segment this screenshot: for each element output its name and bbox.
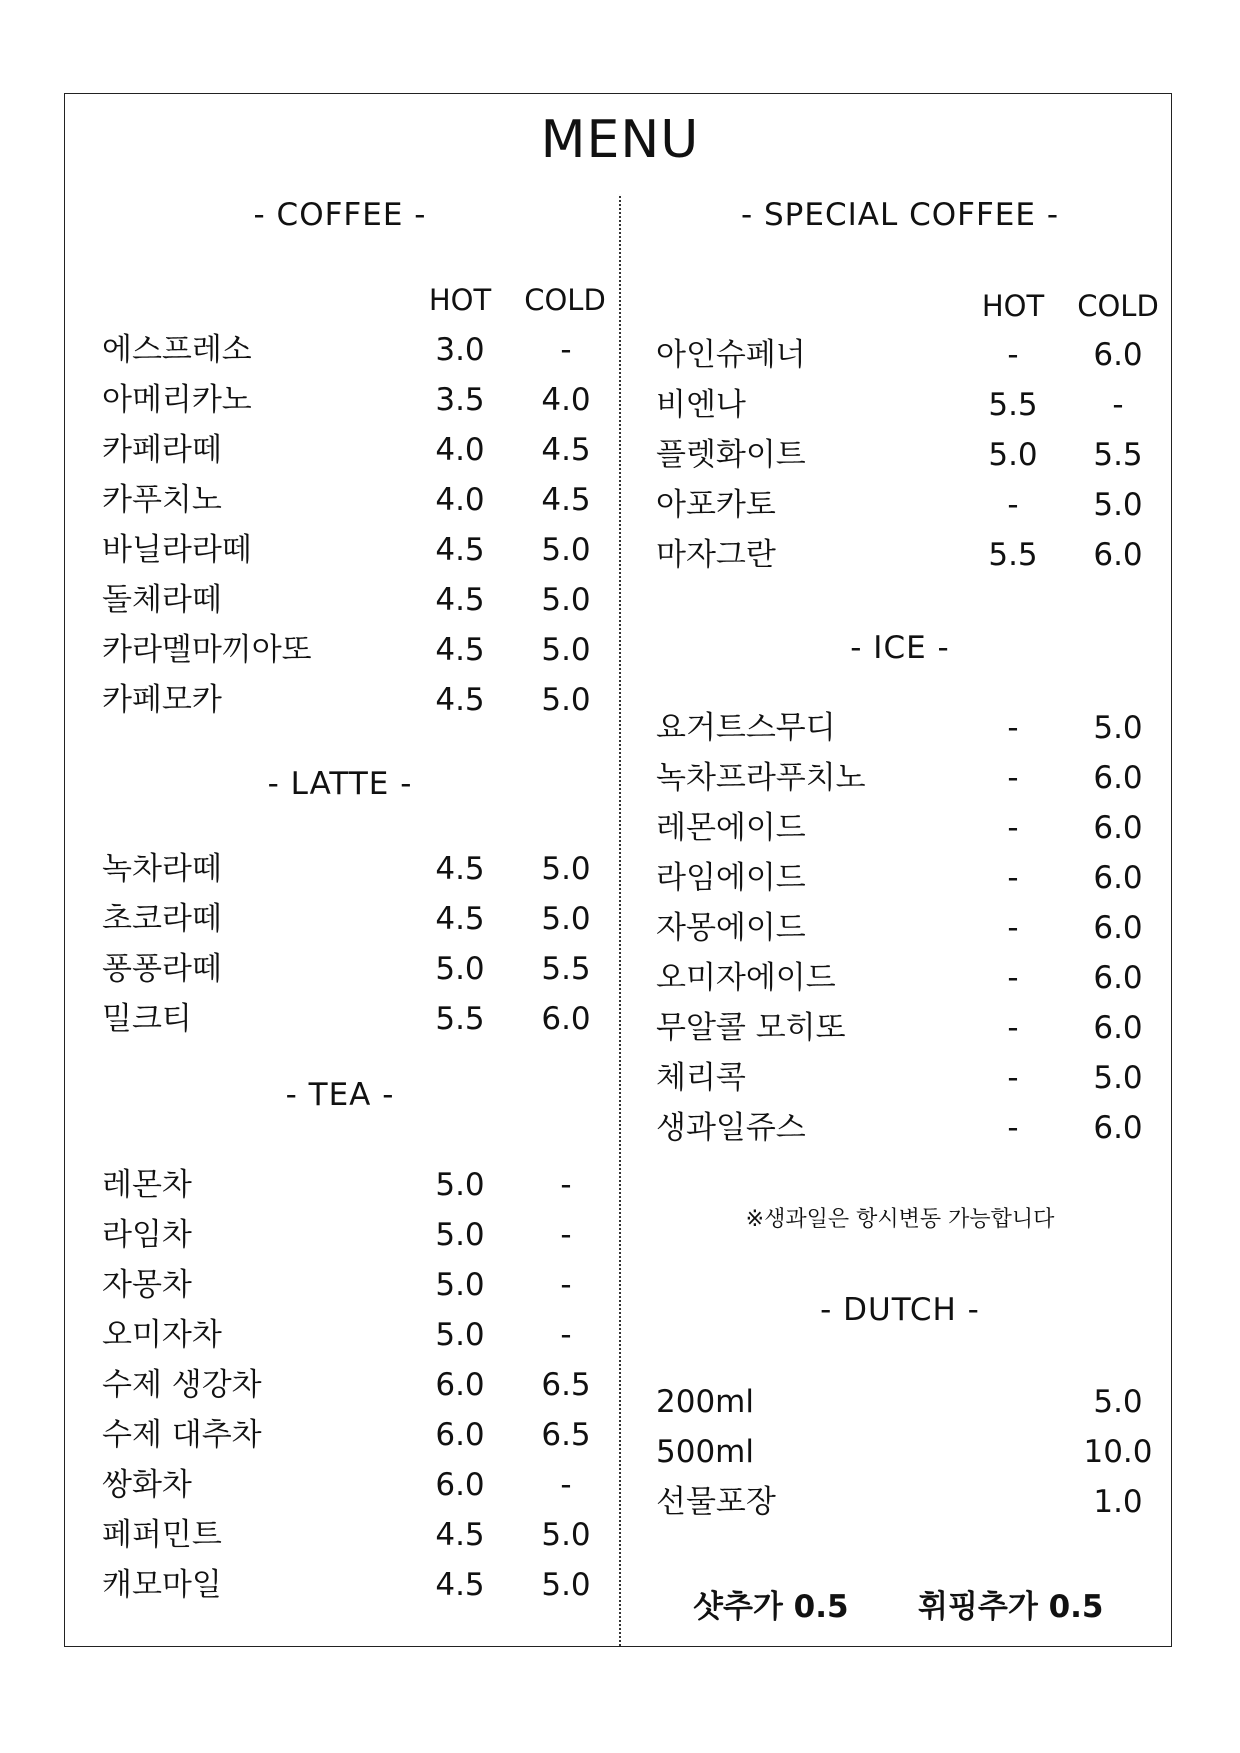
item-name: 마자그란 (656, 537, 776, 573)
item-name: 카페모카 (102, 682, 222, 718)
menu-row (656, 808, 1171, 848)
item-price-cold: 4.5 (541, 482, 591, 518)
item-price-cold: - (1112, 387, 1124, 423)
item-price-hot: 4.5 (435, 532, 485, 568)
menu-row (656, 385, 1171, 425)
item-price-hot: 6.0 (435, 1367, 485, 1403)
item-name: 돌체라떼 (102, 582, 222, 618)
item-price-cold: - (560, 1217, 572, 1253)
item-price-cold: 5.0 (1093, 487, 1143, 523)
item-price-hot: - (1007, 760, 1019, 796)
item-price-hot: 4.5 (435, 682, 485, 718)
item-price-hot: 5.5 (988, 537, 1038, 573)
item-price-cold: 6.5 (541, 1417, 591, 1453)
item-price-hot: 5.5 (988, 387, 1038, 423)
item-price-cold: 5.0 (541, 1567, 591, 1603)
item-name: 바닐라라떼 (102, 532, 252, 568)
menu-row (656, 958, 1171, 998)
menu-row (102, 1415, 622, 1455)
item-name: 캐모마일 (102, 1567, 222, 1603)
menu-row (656, 908, 1171, 948)
item-price-cold: - (560, 1267, 572, 1303)
item-price-hot: 4.0 (435, 482, 485, 518)
menu-row (656, 435, 1171, 475)
menu-row (102, 949, 622, 989)
item-price-cold: 5.0 (1093, 1060, 1143, 1096)
item-name: 밀크티 (102, 1001, 192, 1037)
menu-row (102, 1265, 622, 1305)
item-price-cold: 6.0 (1093, 960, 1143, 996)
ice-heading: - ICE - (850, 630, 950, 666)
item-name: 자몽에이드 (656, 910, 806, 946)
menu-row (656, 485, 1171, 525)
item-price-hot: 4.5 (435, 1567, 485, 1603)
item-price-hot: - (1007, 810, 1019, 846)
item-price-hot: - (1007, 960, 1019, 996)
special-cold-label: COLD (1077, 289, 1159, 323)
item-price-hot: 6.0 (435, 1417, 485, 1453)
item-price-cold: - (560, 1467, 572, 1503)
item-price-hot: 5.0 (435, 1267, 485, 1303)
item-price-cold: 6.5 (541, 1367, 591, 1403)
item-price-cold: 6.0 (1093, 337, 1143, 373)
menu-row (656, 758, 1171, 798)
menu-row (102, 1515, 622, 1555)
menu-row (656, 1432, 1171, 1472)
item-name: 라임에이드 (656, 860, 806, 896)
menu-title: MENU (540, 110, 700, 170)
item-price-hot: 5.0 (988, 437, 1038, 473)
menu-row (656, 708, 1171, 748)
item-name: 체리콕 (656, 1060, 746, 1096)
item-price-hot: 4.5 (435, 1517, 485, 1553)
menu-row (102, 999, 622, 1039)
item-price-cold: - (560, 1317, 572, 1353)
item-price-hot: 4.5 (435, 901, 485, 937)
menu-row (102, 680, 622, 720)
item-price-hot: 5.0 (435, 1317, 485, 1353)
item-price-price: 5.0 (1093, 1384, 1143, 1420)
item-name: 비엔나 (656, 387, 746, 423)
menu-row (656, 1482, 1171, 1522)
item-name: 녹차프라푸치노 (656, 760, 866, 796)
item-name: 오미자에이드 (656, 960, 836, 996)
item-price-hot: - (1007, 1010, 1019, 1046)
menu-row (656, 535, 1171, 575)
item-name: 생과일쥬스 (656, 1110, 806, 1146)
item-price-cold: 5.0 (1093, 710, 1143, 746)
item-price-cold: 6.0 (1093, 537, 1143, 573)
coffee-heading: - COFFEE - (253, 197, 427, 233)
special-coffee-heading: - SPECIAL COFFEE - (740, 197, 1060, 233)
item-price-cold: 6.0 (1093, 1110, 1143, 1146)
item-price-hot: - (1007, 910, 1019, 946)
menu-row (656, 335, 1171, 375)
menu-row (102, 530, 622, 570)
item-price-price: 1.0 (1093, 1484, 1143, 1520)
item-price-cold: 6.0 (1093, 760, 1143, 796)
menu-row (102, 899, 622, 939)
item-name: 퐁퐁라떼 (102, 951, 222, 987)
menu-row (102, 380, 622, 420)
item-price-cold: 6.0 (1093, 860, 1143, 896)
item-name: 카푸치노 (102, 482, 222, 518)
item-price-hot: - (1007, 860, 1019, 896)
special-hot-label: HOT (981, 289, 1045, 323)
fruit-price-note: ※생과일은 항시변동 가능합니다 (745, 1207, 1055, 1232)
shot-extra: 샷추가 0.5 (693, 1589, 849, 1625)
menu-row (656, 1382, 1171, 1422)
item-name: 라임차 (102, 1217, 192, 1253)
item-name: 페퍼민트 (102, 1517, 222, 1553)
item-price-cold: 5.5 (1093, 437, 1143, 473)
item-price-cold: 5.0 (541, 1517, 591, 1553)
menu-row (656, 1108, 1171, 1148)
tea-heading: - TEA - (285, 1077, 395, 1113)
item-price-hot: 5.5 (435, 1001, 485, 1037)
item-price-cold: 5.0 (541, 532, 591, 568)
menu-row (102, 1365, 622, 1405)
item-price-hot: 4.5 (435, 851, 485, 887)
item-price-cold: 4.0 (541, 382, 591, 418)
item-price-cold: 4.5 (541, 432, 591, 468)
item-price-hot: 6.0 (435, 1467, 485, 1503)
coffee-hot-label: HOT (428, 283, 492, 317)
item-price-cold: 5.0 (541, 582, 591, 618)
menu-row (656, 1058, 1171, 1098)
item-name: 레몬에이드 (656, 810, 806, 846)
item-price-hot: 4.0 (435, 432, 485, 468)
item-price-hot: - (1007, 487, 1019, 523)
item-price-cold: 5.0 (541, 851, 591, 887)
menu-row (102, 580, 622, 620)
item-name: 자몽차 (102, 1267, 192, 1303)
menu-row (102, 1165, 622, 1205)
item-name: 카라멜마끼아또 (102, 632, 312, 668)
item-price-hot: 5.0 (435, 951, 485, 987)
item-price-cold: 5.0 (541, 901, 591, 937)
item-price-price: 10.0 (1083, 1434, 1153, 1470)
item-price-cold: - (560, 332, 572, 368)
item-name: 아인슈페너 (656, 337, 806, 373)
menu-row (102, 330, 622, 370)
item-price-hot: 3.5 (435, 382, 485, 418)
item-price-hot: - (1007, 710, 1019, 746)
menu-row (102, 1565, 622, 1605)
item-name: 오미자차 (102, 1317, 222, 1353)
menu-row (102, 849, 622, 889)
menu-row (656, 858, 1171, 898)
item-name: 요거트스무디 (656, 710, 836, 746)
item-price-cold: - (560, 1167, 572, 1203)
coffee-cold-label: COLD (524, 283, 606, 317)
menu-row (102, 1315, 622, 1355)
item-name: 수제 생강차 (102, 1367, 262, 1403)
item-name: 아포카토 (656, 487, 776, 523)
item-price-cold: 6.0 (1093, 810, 1143, 846)
item-name: 아메리카노 (102, 382, 252, 418)
dutch-heading: - DUTCH - (820, 1292, 980, 1328)
item-name: 녹차라떼 (102, 851, 222, 887)
item-price-hot: 4.5 (435, 632, 485, 668)
item-name: 레몬차 (102, 1167, 192, 1203)
menu-row (102, 480, 622, 520)
item-price-cold: 6.0 (1093, 910, 1143, 946)
item-name: 수제 대추차 (102, 1417, 262, 1453)
menu-row (102, 630, 622, 670)
item-name: 200ml (656, 1384, 754, 1420)
item-name: 선물포장 (656, 1484, 776, 1520)
menu-row (102, 430, 622, 470)
item-name: 500ml (656, 1434, 754, 1470)
item-price-hot: - (1007, 337, 1019, 373)
item-price-hot: 4.5 (435, 582, 485, 618)
item-name: 초코라떼 (102, 901, 222, 937)
item-price-hot: 3.0 (435, 332, 485, 368)
menu-row (102, 1465, 622, 1505)
menu-row (102, 1215, 622, 1255)
item-price-hot: 5.0 (435, 1167, 485, 1203)
item-name: 카페라떼 (102, 432, 222, 468)
item-price-cold: 5.5 (541, 951, 591, 987)
item-name: 플렛화이트 (656, 437, 806, 473)
item-name: 에스프레소 (102, 332, 252, 368)
menu-row (656, 1008, 1171, 1048)
item-price-hot: 5.0 (435, 1217, 485, 1253)
latte-heading: - LATTE - (267, 766, 413, 802)
item-price-cold: 6.0 (1093, 1010, 1143, 1046)
item-price-hot: - (1007, 1060, 1019, 1096)
item-price-cold: 5.0 (541, 682, 591, 718)
item-price-hot: - (1007, 1110, 1019, 1146)
item-price-cold: 5.0 (541, 632, 591, 668)
whipping-extra: 휘핑추가 0.5 (918, 1589, 1104, 1625)
item-name: 쌍화차 (102, 1467, 192, 1503)
item-price-cold: 6.0 (541, 1001, 591, 1037)
item-name: 무알콜 모히또 (656, 1010, 846, 1046)
